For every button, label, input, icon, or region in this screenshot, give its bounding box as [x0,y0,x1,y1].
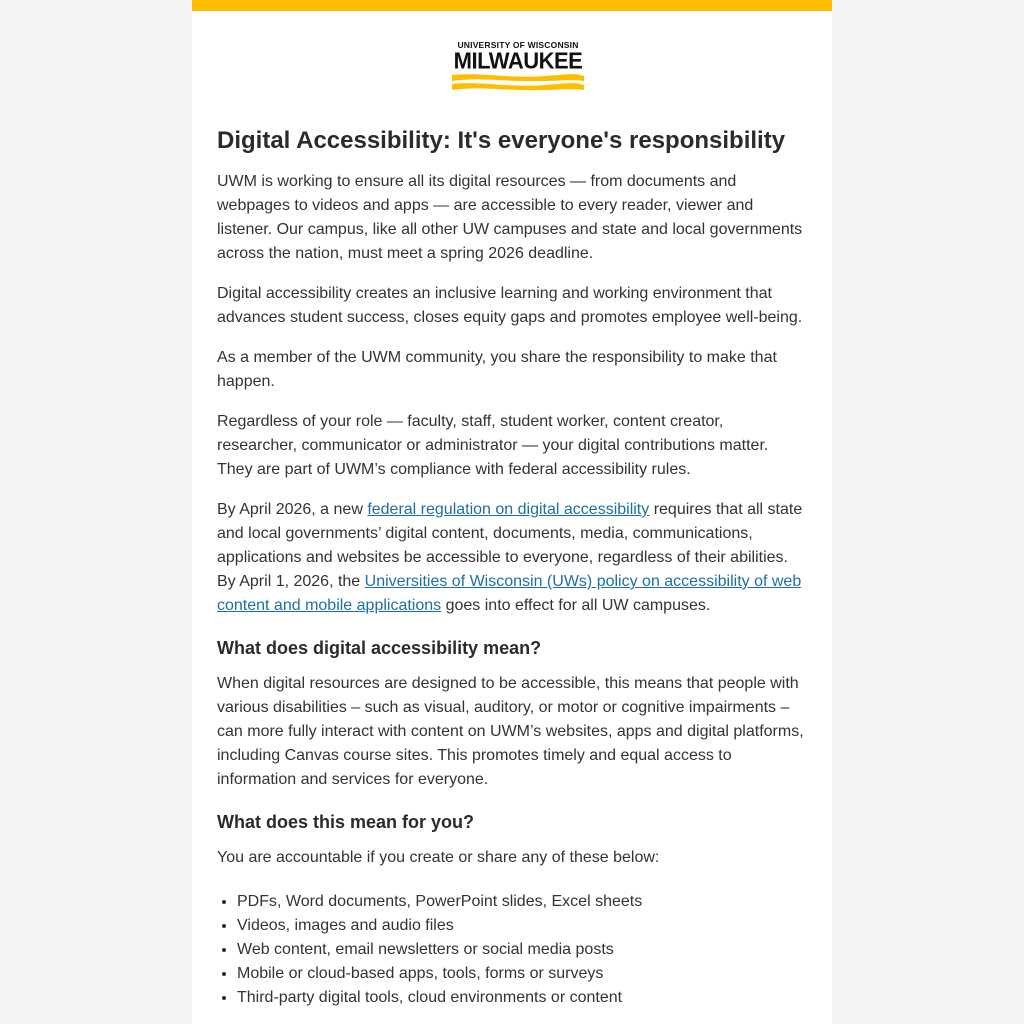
logo-wave-icon [450,73,586,93]
list-item: • Videos, images and audio files [237,914,807,938]
email-container [192,0,832,1024]
regulation-text-1: By April 2026, a new [217,501,368,518]
regulation-text-3: goes into effect for all UW campuses. [441,597,711,614]
article-title: Digital Accessibility: It's everyone's responsibility [217,127,786,154]
list-item: • PDFs, Word documents, PowerPoint slides, Excel sheets [237,890,807,914]
logo-university-text: UNIVERSITY OF WISCONSIN [457,40,579,50]
regulation-text-2: requires that all state and local governments’ digital content, documents, media, communications, applications and websites be accessible to everyone, regardless of their abilities. By April 1, 2026, the [217,501,803,590]
list-item: • Third-party digital tools, cloud environments or content [237,986,807,1010]
list-item: • Mobile or cloud-based apps, tools, forms or surveys [237,962,807,986]
heading-accessibility-meaning: What does digital accessibility mean? [217,638,542,658]
paragraph-meaning: When digital resources are designed to be accessible, this means that people with various disabilities – such as visual, auditory, or motor or cognitive impairments – can more fully interact with content on UWM’s websites, apps and digital platforms, including Canvas course sites. This promotes timely and equal access to information and services for everyone. [217,675,804,788]
list-item: • Web content, email newsletters or social media posts [237,938,807,962]
paragraph-inclusive: Digital accessibility creates an inclusive learning and working environment that advances student success, closes equity gaps and promotes employee well-being. [217,285,803,326]
accountable-items-list [217,890,807,1010]
uwm-logo[interactable] [450,40,586,92]
paragraph-role: Regardless of your role — faculty, staff, student worker, content creator, researcher, communicator or administrator — your digital contributions matter. They are part of UWM’s compliance with federal accessibility rules. [217,413,769,478]
paragraph-intro: UWM is working to ensure all its digital resources — from documents and webpages to videos and apps — are accessible to every reader, viewer and listener. Our campus, like all other UW campuses and state and local governments across the nation, must meet a spring 2026 deadline. [217,173,803,262]
paragraph-regulation [217,498,807,618]
paragraph-community: As a member of the UWM community, you share the responsibility to make that happen. [217,349,777,390]
federal-regulation-link[interactable]: federal regulation on digital accessibility [367,501,650,518]
uw-policy-link[interactable]: Universities of Wisconsin (UWs) policy on accessibility of web content and mobile applications [217,573,802,614]
logo-milwaukee-text: MILWAUKEE [453,47,583,74]
top-accent-bar [192,0,832,11]
heading-meaning-for-you: What does this mean for you? [217,812,475,832]
article-content [217,123,807,1010]
paragraph-accountable: You are accountable if you create or share any of these below: [217,849,660,866]
